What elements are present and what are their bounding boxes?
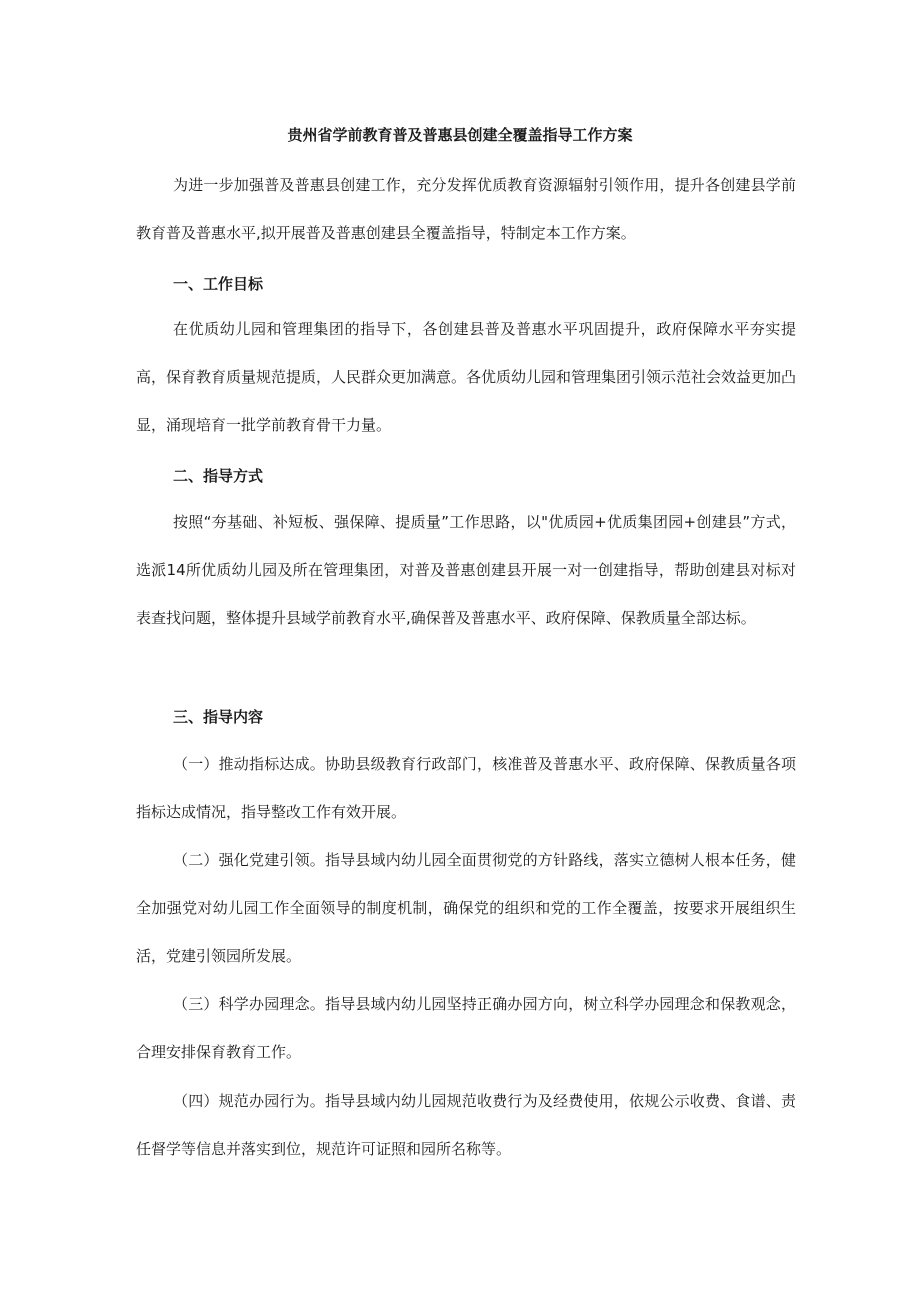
goals-paragraph: 在优质幼儿园和管理集团的指导下，各创建县普及普惠水平巩固提升，政府保障水平夯实提高，保育教育质量规范提质，人民群众更加满意。各优质幼儿园和管理集团引领示范社会效益更加凸显，涌现培育一批学前教育骨干力量。	[136, 320, 797, 434]
section-heading-goals: 一、工作目标	[173, 275, 264, 293]
document-title: 贵州省学前教育普及普惠县创建全覆盖指导工作方案	[287, 126, 633, 144]
section-heading-method: 二、指导方式	[173, 467, 264, 485]
section-heading-content: 三、指导内容	[173, 708, 264, 726]
content-paragraph-1: （一）推动指标达成。协助县级教育行政部门，核准普及普惠水平、政府保障、保教质量各项指标达成情况，指导整改工作有效开展。	[136, 755, 796, 821]
content-paragraph-4: （四）规范办园行为。指导县域内幼儿园规范收费行为及经费使用，依规公示收费、食谱、责任督学等信息并落实到位，规范许可证照和园所名称等。	[136, 1092, 796, 1158]
content-paragraph-3: （三）科学办园理念。指导县域内幼儿园坚持正确办园方向，树立科学办园理念和保教观念，合理安排保育教育工作。	[136, 995, 796, 1061]
method-paragraph: 按照“夯基础、补短板、强保障、提质量”工作思路，以"优质园+优质集团园+创建县”方式，选派14所优质幼儿园及所在管理集团，对普及普惠创建县开展一对一创建指导，帮助创建县对标对表查找问题，整体提升县域学前教育水平,确保普及普惠水平、政府保障、保教质量全部达标。	[136, 513, 796, 627]
content-paragraph-2: （二）强化党建引领。指导县域内幼儿园全面贯彻党的方针路线，落实立德树人根本任务，健全加强党对幼儿园工作全面领导的制度机制，确保党的组织和党的工作全覆盖，按要求开展组织生活，党建引领园所发展。	[136, 851, 796, 965]
intro-paragraph: 为进一步加强普及普惠县创建工作，充分发挥优质教育资源辐射引领作用，提升各创建县学前教育普及普惠水平,拟开展普及普惠创建县全覆盖指导，特制定本工作方案。	[136, 176, 796, 242]
